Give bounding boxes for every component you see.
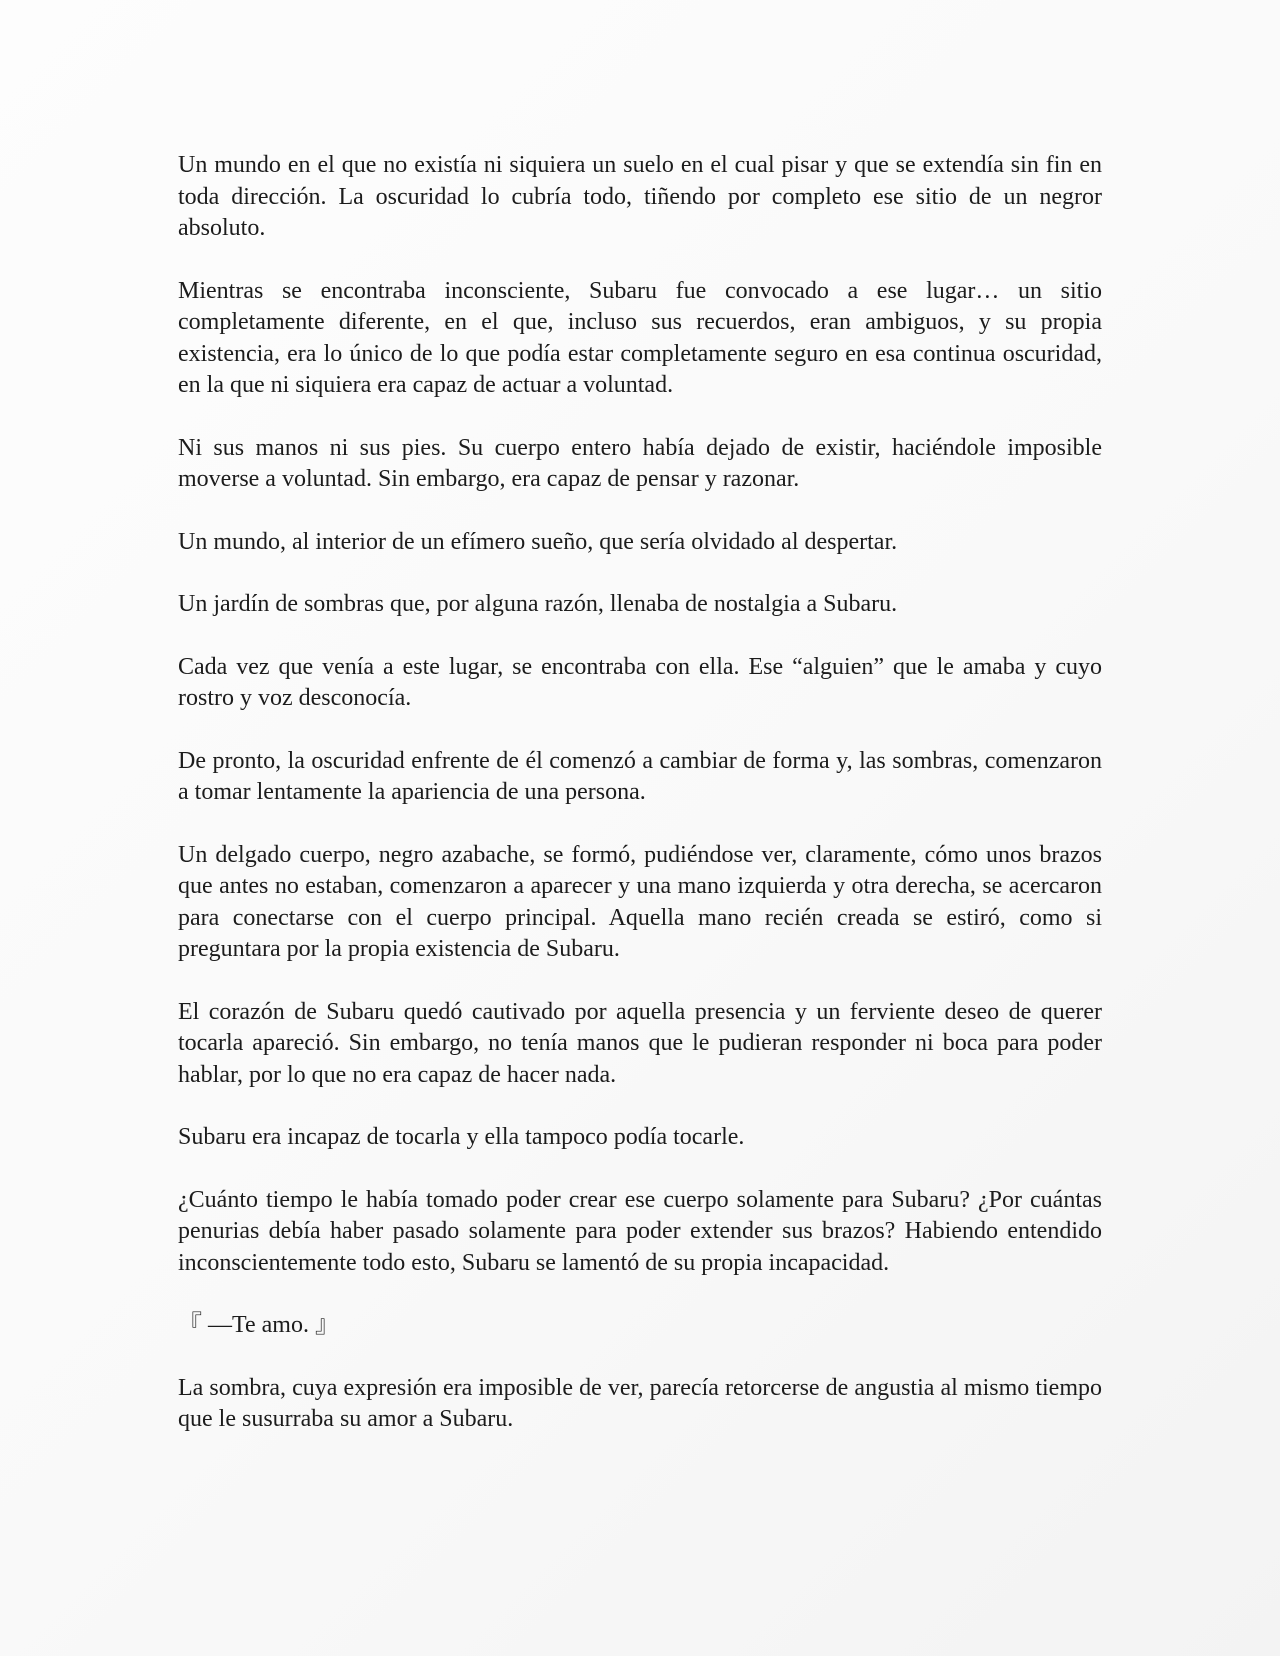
paragraph-10: Subaru era incapaz de tocarla y ella tampoco podía tocarle. — [178, 1124, 745, 1150]
paragraph-2: Mientras se encontraba inconsciente, Subaru fue convocado a ese lugar… un sitio completamente diferente, en el que, incluso sus recuerdos, eran ambiguos, y su propia existencia, era lo único de lo que podía estar completamente seguro en esa continua oscuridad, en la que ni siquiera era capaz de actuar a voluntad. — [178, 277, 1102, 398]
paragraph-5: Un jardín de sombras que, por alguna razón, llenaba de nostalgia a Subaru. — [178, 591, 898, 617]
dialogue-line: 『 —Te amo. 』 — [178, 1312, 339, 1338]
paragraph-1: Un mundo en el que no existía ni siquiera un suelo en el cual pisar y que se extendía sin fin en toda dirección. La oscuridad lo cubría todo, tiñendo por completo ese sitio de un negror absoluto. — [178, 152, 1102, 241]
paragraph-13: La sombra, cuya expresión era imposible de ver, parecía retorcerse de angustia al mismo tiempo que le susurraba su amor a Subaru. — [178, 1374, 1102, 1432]
paragraph-11: ¿Cuánto tiempo le había tomado poder crear ese cuerpo solamente para Subaru? ¿Por cuántas penurias debía haber pasado solamente para poder extender sus brazos? Habiendo entendido inconscientemente todo esto, Subaru se lamentó de su propia incapacidad. — [178, 1186, 1102, 1276]
body-text — [178, 150, 1102, 1467]
paragraph-8: Un delgado cuerpo, negro azabache, se formó, pudiéndose ver, claramente, cómo unos brazos que antes no estaban, comenzaron a aparecer y una mano izquierda y otra derecha, se acercaron para conectarse con el cuerpo principal. Aquella mano recién creada se estiró, como si preguntara por la propia existencia de Subaru. — [178, 841, 1102, 962]
paragraph-9: El corazón de Subaru quedó cautivado por aquella presencia y un ferviente deseo de querer tocarla apareció. Sin embargo, no tenía manos que le pudieran responder ni boca para poder hablar, por lo que no era capaz de hacer nada. — [178, 998, 1102, 1088]
paragraph-4: Un mundo, al interior de un efímero sueño, que sería olvidado al despertar. — [178, 528, 898, 555]
paragraph-3: Ni sus manos ni sus pies. Su cuerpo entero había dejado de existir, haciéndole imposible moverse a voluntad. Sin embargo, era capaz de pensar y razonar. — [178, 434, 1102, 492]
paragraph-7: De pronto, la oscuridad enfrente de él comenzó a cambiar de forma y, las sombras, comenzaron a tomar lentamente la apariencia de una persona. — [178, 747, 1102, 805]
paragraph-6: Cada vez que venía a este lugar, se encontraba con ella. Ese “alguien” que le amaba y cuyo rostro y voz desconocía. — [178, 653, 1102, 711]
